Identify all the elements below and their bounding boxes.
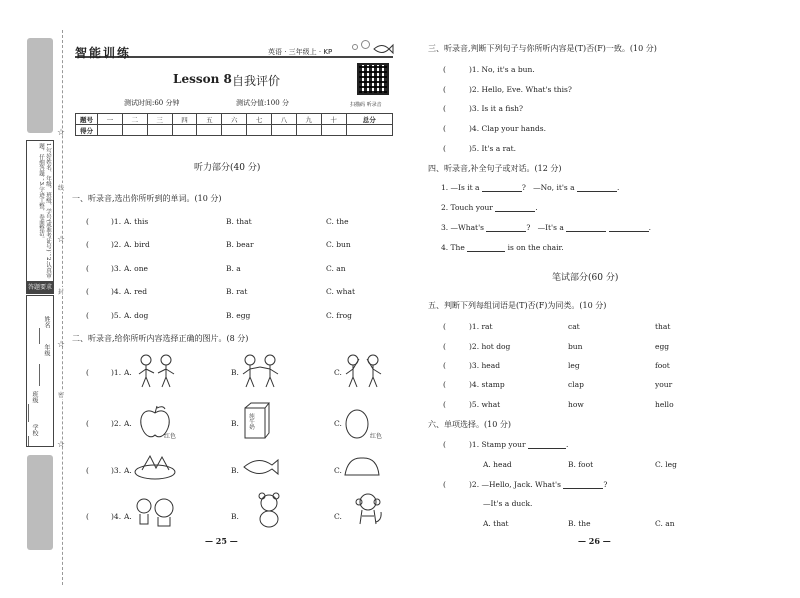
q2-option-b[interactable]: B. (231, 466, 239, 475)
q2-option-c[interactable]: C. (334, 419, 342, 428)
color-note: 红色 (164, 433, 177, 440)
answer-paren[interactable]: ( (86, 264, 89, 273)
score-table-header-row (76, 114, 393, 125)
q5-word-b: how (568, 400, 584, 409)
q2-option-c[interactable]: C. (334, 466, 342, 475)
q1-option-c: C. what (326, 287, 355, 296)
score-input-cell[interactable] (321, 125, 346, 136)
fish-picture (240, 455, 280, 479)
answer-paren[interactable]: ( (443, 104, 446, 113)
q5-word-b: bun (568, 342, 583, 351)
name-label: 姓名 (43, 316, 50, 328)
q1-option-a: A. one (124, 264, 148, 273)
q3-item: )3. Is it a fish? (469, 104, 524, 113)
q5-word-a: )2. hot dog (469, 342, 511, 351)
monkey-picture (354, 492, 384, 528)
q6-item-2-stem (469, 480, 607, 489)
qr-caption: 扫描码 听录音 (350, 102, 382, 108)
q1-option-a: A. bird (124, 240, 150, 249)
q3-item: )1. No, it's a bun. (469, 65, 535, 74)
test-score: 测试分值:100 分 (236, 99, 289, 107)
q6-option-b[interactable]: B. the (568, 519, 591, 528)
q6-option-c[interactable]: C. an (655, 519, 675, 528)
answer-paren[interactable]: ( (443, 322, 446, 331)
q5-word-a: )1. rat (469, 322, 493, 331)
milk-label: 纯牛奶 (248, 413, 254, 430)
q4-item-1 (441, 183, 619, 192)
q5-word-a: )3. head (469, 361, 501, 370)
q1-item-number: )3. (111, 264, 122, 273)
q2-option-c[interactable]: C. (334, 512, 342, 521)
bubble-icon (352, 44, 358, 50)
q4-text: —What's (450, 223, 484, 232)
q4-text: . (617, 183, 620, 192)
instructions-tag: 答题要求 (26, 282, 54, 294)
q4-text: —Is it a (450, 183, 480, 192)
q4-item-number: 2. (441, 203, 449, 212)
q4-title: 四、听录音,补全句子或对话。(12 分) (428, 164, 562, 173)
score-input-cell[interactable] (147, 125, 172, 136)
q1-item-number: )2. (111, 240, 122, 249)
q4-item-number: 4. (441, 243, 449, 252)
q1-option-b: B. egg (226, 311, 251, 320)
q2-option-a[interactable]: A. (124, 466, 132, 475)
cut-char-seal: 封 (58, 289, 65, 296)
score-cell: 八 (272, 114, 297, 125)
q5-word-c: egg (655, 342, 670, 351)
q1-item-number: )4. (111, 287, 122, 296)
children-picture (238, 353, 284, 389)
binding-margin (0, 0, 60, 598)
answer-paren[interactable]: ( (443, 342, 446, 351)
q2-option-c[interactable]: C. (334, 368, 342, 377)
q2-option-b[interactable]: B. (231, 368, 239, 377)
q4-item-number: 1. (441, 183, 449, 192)
score-cell: 一 (98, 114, 123, 125)
q1-item-number: )1. (111, 217, 122, 226)
bubble-icon (361, 40, 370, 49)
star-icon: ☆ (57, 440, 66, 450)
q2-option-a[interactable]: A. (124, 368, 132, 377)
q5-word-c: your (655, 380, 673, 389)
children-picture (134, 353, 180, 389)
answer-paren[interactable]: ( (86, 466, 89, 475)
q3-item: )2. Hello, Eve. What's this? (469, 85, 572, 94)
page-number-left: — 25 — (205, 536, 238, 546)
fill-blank[interactable] (482, 184, 522, 192)
student-info-box (26, 295, 54, 447)
q4-item-number: 3. (441, 223, 449, 232)
score-input-cell[interactable] (272, 125, 297, 136)
margin-gray-block-bottom (27, 455, 53, 550)
answer-paren[interactable]: ( (86, 217, 89, 226)
star-icon: ☆ (57, 235, 66, 245)
lesson-title: Lesson 8 (173, 72, 232, 86)
q1-option-c: C. the (326, 217, 349, 226)
subject-label: 英语 · 三年级上 · KP (268, 48, 333, 56)
fill-blank[interactable] (495, 203, 538, 212)
q6-stem-line2: —It's a duck. (483, 499, 533, 508)
q4-item-4 (441, 243, 564, 252)
cut-line (62, 30, 63, 585)
score-cell: 四 (172, 114, 197, 125)
answer-paren[interactable]: ( (86, 311, 89, 320)
answer-paren[interactable]: ( (443, 361, 446, 370)
margin-gray-block-top (27, 38, 53, 133)
school-label: 学校 (31, 424, 38, 436)
written-section-title: 笔试部分(60 分) (552, 273, 619, 283)
q6-title: 六、单项选择。(10 分) (428, 420, 511, 429)
q2-option-a[interactable]: A. (124, 419, 132, 428)
children-picture (341, 353, 387, 389)
q6-item-1-stem (469, 440, 568, 449)
q3-item: )5. It's a rat. (469, 144, 517, 153)
q6-stem-text: ? (603, 480, 608, 489)
q6-stem-text: . (565, 440, 569, 449)
q1-option-a: A. red (124, 287, 148, 296)
q1-option-c: C. frog (326, 311, 352, 320)
q2-item-number: )3. (111, 466, 122, 475)
q4-text: ? (521, 183, 526, 192)
q4-text: . (648, 223, 651, 232)
q6-option-a[interactable]: A. head (483, 460, 512, 469)
fill-blank[interactable] (486, 224, 526, 232)
score-table (75, 113, 393, 136)
q2-item-number: )4. (111, 512, 122, 521)
bun-picture (342, 455, 382, 479)
q4-text: —It's a (537, 223, 564, 232)
q6-stem-text: )1. Stamp your (469, 440, 526, 449)
score-input-cell[interactable] (172, 125, 197, 136)
answer-instructions: 1.写好姓名、年级、班级、学号(或准考证号)；2.认真审题，仔细答题；3.字迹工整，卷面整洁。 (26, 140, 54, 282)
class-label: 班级 (31, 391, 38, 403)
q2-option-b[interactable]: B. (231, 419, 239, 428)
score-input-cell[interactable] (222, 125, 247, 136)
answer-paren[interactable]: ( (443, 480, 446, 489)
score-input-cell[interactable] (296, 125, 321, 136)
answer-paren[interactable]: ( (86, 512, 89, 521)
q1-option-b: B. that (226, 217, 252, 226)
q2-title: 二、听录音,给你所听内容选择正确的图片。(8 分) (72, 334, 249, 343)
answer-paren[interactable]: ( (443, 440, 446, 449)
score-cell: 题号 (76, 114, 98, 125)
q1-option-a: A. dog (124, 311, 149, 320)
q5-word-b: leg (568, 361, 580, 370)
milk-box-picture (241, 402, 271, 440)
q4-text: The (450, 243, 465, 252)
q1-item-number: )5. (111, 311, 122, 320)
score-cell: 十 (321, 114, 346, 125)
q2-option-b[interactable]: B. (231, 512, 239, 521)
answer-paren[interactable]: ( (86, 240, 89, 249)
q4-text: Touch your (450, 203, 493, 212)
q2-item-number: )2. (111, 419, 122, 428)
egg-picture (344, 407, 372, 439)
q1-option-a: A. this (124, 217, 149, 226)
q5-title: 五、判断下列每组词语是(T)否(F)为同类。(10 分) (428, 301, 607, 310)
answer-paren[interactable]: ( (86, 419, 89, 428)
score-row-label: 得分 (76, 125, 98, 136)
score-cell: 五 (197, 114, 222, 125)
q1-option-b: B. bear (226, 240, 254, 249)
q4-text: . (535, 203, 538, 212)
answer-paren[interactable]: ( (443, 144, 446, 153)
fish-icon (372, 42, 394, 56)
score-cell: 九 (296, 114, 321, 125)
lesson-subtitle: 自我评价 (232, 74, 281, 88)
q4-item-3 (441, 223, 651, 232)
q3-title: 三、听录音,判断下列句子与你所听内容是(T)否(F)一致。(10 分) (428, 44, 657, 53)
listening-section-title: 听力部分(40 分) (194, 163, 261, 173)
class-line (28, 404, 29, 422)
page-number-right: — 26 — (578, 536, 611, 546)
q6-option-c[interactable]: C. leg (655, 460, 677, 469)
fill-blank[interactable] (563, 481, 603, 489)
fill-blank[interactable] (566, 224, 606, 232)
cut-char-close: 密 (58, 392, 65, 399)
q5-word-a: )5. what (469, 400, 501, 409)
test-time: 测试时间:60 分钟 (124, 99, 180, 107)
score-cell: 总分 (346, 114, 392, 125)
answer-paren[interactable]: ( (86, 368, 89, 377)
answer-paren[interactable]: ( (443, 400, 446, 409)
q5-word-c: that (655, 322, 671, 331)
grade-line (39, 364, 40, 386)
q4-text: ? (526, 223, 531, 232)
name-line (39, 328, 40, 344)
qr-code[interactable] (357, 63, 389, 95)
fill-blank[interactable] (609, 224, 649, 232)
score-input-cell[interactable] (247, 125, 272, 136)
q1-title: 一、听录音,选出你所听到的单词。(10 分) (72, 194, 222, 203)
cut-char-line: 线 (58, 185, 65, 192)
school-line (28, 436, 29, 446)
score-input-cell[interactable] (122, 125, 147, 136)
color-note: 红色 (370, 433, 383, 440)
grade-label: 年级 (43, 344, 50, 356)
q6-option-a[interactable]: A. that (483, 519, 509, 528)
bear-picture (254, 492, 284, 528)
answer-paren[interactable]: ( (443, 124, 446, 133)
score-cell: 三 (147, 114, 172, 125)
score-cell: 六 (222, 114, 247, 125)
q6-stem-text: )2. —Hello, Jack. What's (469, 480, 561, 489)
fill-blank[interactable] (467, 244, 505, 252)
q6-option-b[interactable]: B. foot (568, 460, 594, 469)
q1-option-c: C. an (326, 264, 346, 273)
answer-paren[interactable]: ( (443, 380, 446, 389)
answer-paren[interactable]: ( (443, 65, 446, 74)
fill-blank[interactable] (577, 183, 620, 192)
q4-text: is on the chair. (507, 243, 564, 252)
q5-word-c: foot (655, 361, 670, 370)
score-input-cell[interactable] (98, 125, 123, 136)
meat-plate-picture (134, 452, 176, 480)
score-input-cell[interactable] (346, 125, 392, 136)
brand-title: 智能训练 (75, 46, 132, 60)
answer-paren[interactable]: ( (86, 287, 89, 296)
fill-blank[interactable] (528, 440, 569, 449)
q5-word-b: cat (568, 322, 580, 331)
score-cell: 二 (122, 114, 147, 125)
q1-option-c: C. bun (326, 240, 351, 249)
star-icon: ☆ (57, 128, 66, 138)
q5-word-b: clap (568, 380, 584, 389)
q1-option-b: B. rat (226, 287, 248, 296)
star-icon: ☆ (57, 340, 66, 350)
q1-option-b: B. a (226, 264, 241, 273)
animals-picture (134, 494, 178, 528)
q5-word-a: )4. stamp (469, 380, 505, 389)
q2-item-number: )1. (111, 368, 122, 377)
answer-paren[interactable]: ( (443, 85, 446, 94)
q5-word-c: hello (655, 400, 674, 409)
score-table-score-row (76, 125, 393, 136)
score-input-cell[interactable] (197, 125, 222, 136)
q2-option-a[interactable]: A. (124, 512, 132, 521)
q3-item: )4. Clap your hands. (469, 124, 546, 133)
q4-item-2 (441, 203, 538, 212)
q4-text: —No, it's a (533, 183, 575, 192)
score-cell: 七 (247, 114, 272, 125)
